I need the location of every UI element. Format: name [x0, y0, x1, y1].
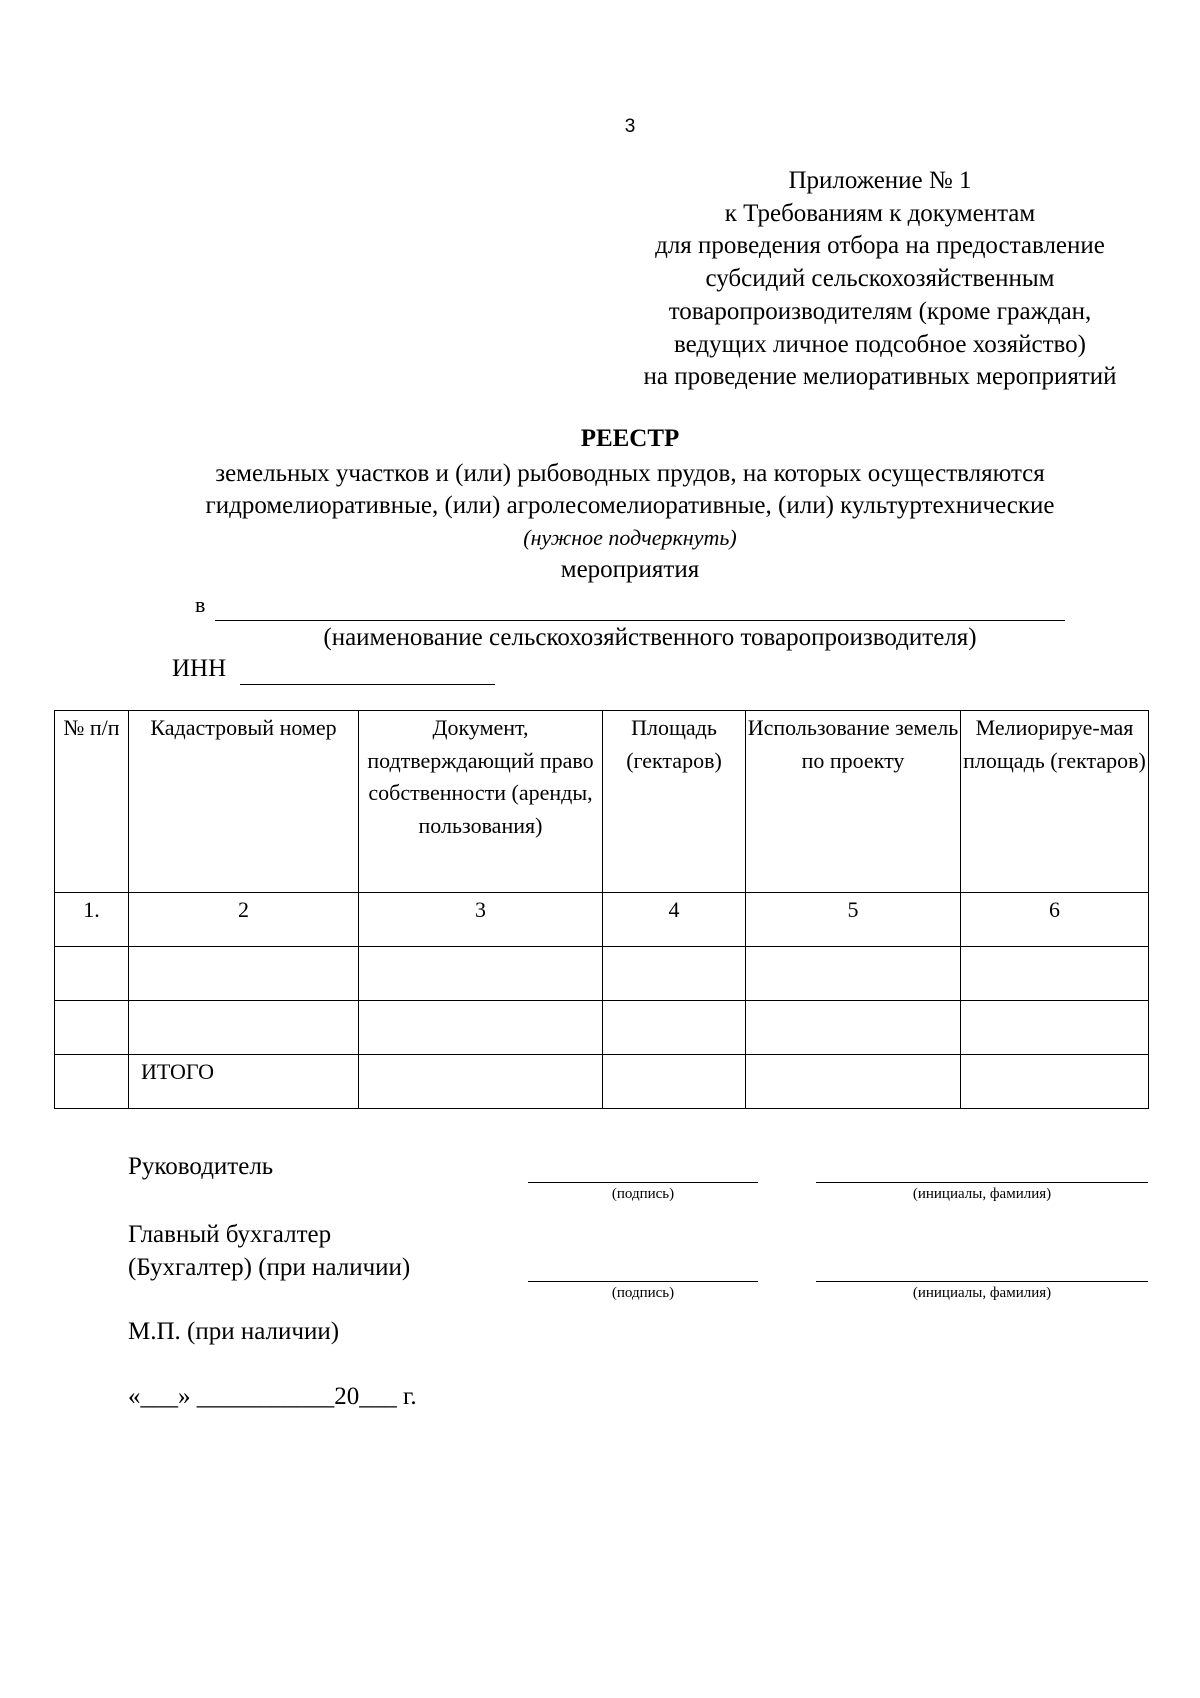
signature-caption: (подпись): [611, 1285, 675, 1301]
table-cell[interactable]: [603, 947, 746, 1001]
date-line: «___» ___________20___ г.: [128, 1383, 417, 1410]
table-cell[interactable]: [961, 947, 1149, 1001]
accountant-name-field[interactable]: [816, 1281, 1148, 1282]
accountant-label-line: (Бухгалтер) (при наличии): [128, 1254, 411, 1281]
appendix-header: [580, 165, 1180, 394]
registry-title: РЕЕСТР: [580, 425, 680, 452]
registry-subtitle-line: гидромелиоративные, (или) агролесомелиоративные, (или) культуртехнические: [205, 492, 1055, 519]
registry-table: [54, 710, 1149, 1109]
header-cell-area: Площадь (гектаров): [603, 711, 746, 893]
name-caption: (инициалы, фамилия): [912, 1285, 1052, 1301]
appendix-line: субсидий сельскохозяйственным: [705, 265, 1055, 293]
table-cell[interactable]: [603, 1055, 746, 1109]
table-cell[interactable]: [55, 1001, 129, 1055]
appendix-line: к Требованиям к документам: [724, 199, 1036, 227]
head-label: Руководитель: [128, 1153, 274, 1180]
head-signature-field[interactable]: [528, 1182, 758, 1183]
stamp-place: М.П. (при наличии): [128, 1318, 340, 1345]
appendix-line: ведущих личное подсобное хозяйство): [674, 330, 1086, 358]
table-total-row: [55, 1055, 1149, 1109]
registry-subtitle: [0, 458, 1200, 522]
registry-subtitle-line: земельных участков и (или) рыбоводных прудов, на которых осуществляются: [215, 460, 1045, 487]
total-label: ИТОГО: [129, 1055, 359, 1109]
table-cell: 6: [961, 893, 1149, 947]
table-cell: 5: [746, 893, 961, 947]
table-header-row: [55, 711, 1149, 893]
in-label: в: [195, 592, 206, 617]
inn-field[interactable]: [240, 684, 495, 685]
header-cell-land-use: Использование земель по проекту: [746, 711, 961, 893]
table-cell[interactable]: [359, 1001, 603, 1055]
table-cell[interactable]: [55, 947, 129, 1001]
table-cell[interactable]: [746, 1001, 961, 1055]
table-cell[interactable]: [603, 1001, 746, 1055]
table-cell[interactable]: [129, 1001, 359, 1055]
table-cell: 3: [359, 893, 603, 947]
table-cell: [55, 1055, 129, 1109]
header-cell-document: Документ, подтверждающий право собственности (аренды, пользования): [359, 711, 603, 893]
table-cell[interactable]: [129, 947, 359, 1001]
accountant-signature-field[interactable]: [528, 1281, 758, 1282]
signature-caption: (подпись): [611, 1186, 675, 1202]
accountant-label: [128, 1218, 410, 1284]
producer-name-caption: (наименование сельскохозяйственного товаропроизводителя): [323, 624, 977, 651]
events-word: мероприятия: [560, 556, 700, 583]
table-cell[interactable]: [746, 1055, 961, 1109]
header-cell-reclaimed-area: Мелиорируе-мая площадь (гектаров): [961, 711, 1149, 893]
underline-note: (нужное подчеркнуть): [523, 525, 737, 550]
table-cell: 2: [129, 893, 359, 947]
accountant-label-line: Главный бухгалтер: [128, 1221, 332, 1248]
table-cell[interactable]: [359, 947, 603, 1001]
table-row: [55, 1001, 1149, 1055]
header-cell-number: № п/п: [55, 711, 129, 893]
appendix-line: на проведение мелиоративных мероприятий: [643, 363, 1117, 391]
table-cell[interactable]: [961, 1055, 1149, 1109]
header-cell-cadastral: Кадастровый номер: [129, 711, 359, 893]
page-number: 3: [624, 116, 636, 137]
table-number-row: [55, 893, 1149, 947]
producer-name-field[interactable]: [215, 620, 1065, 621]
table-row: [55, 947, 1149, 1001]
table-cell: 4: [603, 893, 746, 947]
inn-label: ИНН: [172, 655, 227, 682]
head-name-field[interactable]: [816, 1182, 1148, 1183]
table-cell: 1.: [55, 893, 129, 947]
table-cell[interactable]: [359, 1055, 603, 1109]
appendix-line: товаропроизводителям (кроме граждан,: [668, 297, 1092, 325]
appendix-line: для проведения отбора на предоставление: [655, 232, 1105, 260]
name-caption: (инициалы, фамилия): [912, 1186, 1052, 1202]
table-cell[interactable]: [961, 1001, 1149, 1055]
table-cell[interactable]: [746, 947, 961, 1001]
appendix-line: Приложение № 1: [788, 167, 972, 194]
